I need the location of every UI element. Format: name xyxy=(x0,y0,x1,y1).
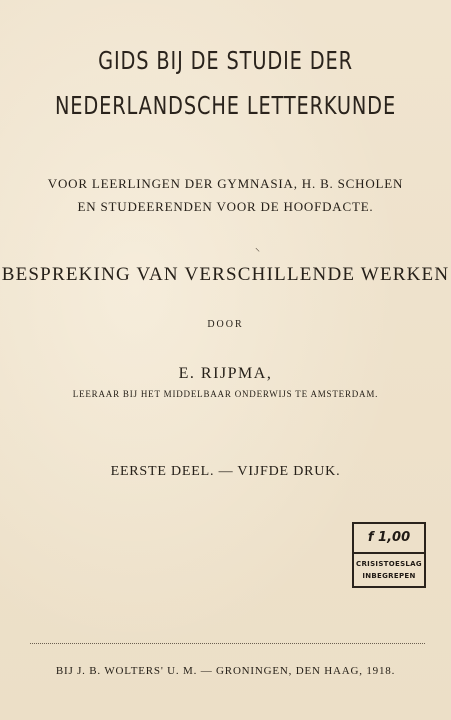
pencil-mark: ⸌ xyxy=(255,247,260,258)
book-title-line-1: GIDS BIJ DE STUDIE DER xyxy=(98,46,353,75)
subtitle-line-1: VOOR LEERLINGEN DER GYMNASIA, H. B. SCHOLEN xyxy=(47,176,404,191)
dotted-divider xyxy=(30,643,425,644)
author-role: LEERAAR BIJ HET MIDDELBAAR ONDERWIJS TE AMSTERDAM. xyxy=(72,389,379,399)
stamp-line-1: CRISISTOESLAG xyxy=(356,560,422,568)
stamp-price: f 1,00 xyxy=(354,524,424,554)
stamp-line-2: INBEGREPEN xyxy=(362,572,416,580)
edition-label: EERSTE DEEL. — VIJFDE DRUK. xyxy=(110,464,341,479)
topic-heading: BESPREKING VAN VERSCHILLENDE WERKEN xyxy=(1,264,450,285)
price-stamp xyxy=(352,522,426,588)
subtitle-line-2: EN STUDEERENDEN VOOR DE HOOFDACTE. xyxy=(77,199,374,214)
book-title-line-2: NEDERLANDSCHE LETTERKUNDE xyxy=(54,91,397,120)
publisher-line: BIJ J. B. WOLTERS' U. M. — GRONINGEN, DEN HAAG, 1918. xyxy=(55,665,396,677)
author-name: E. RIJPMA, xyxy=(178,365,273,382)
by-label: DOOR xyxy=(207,319,244,330)
